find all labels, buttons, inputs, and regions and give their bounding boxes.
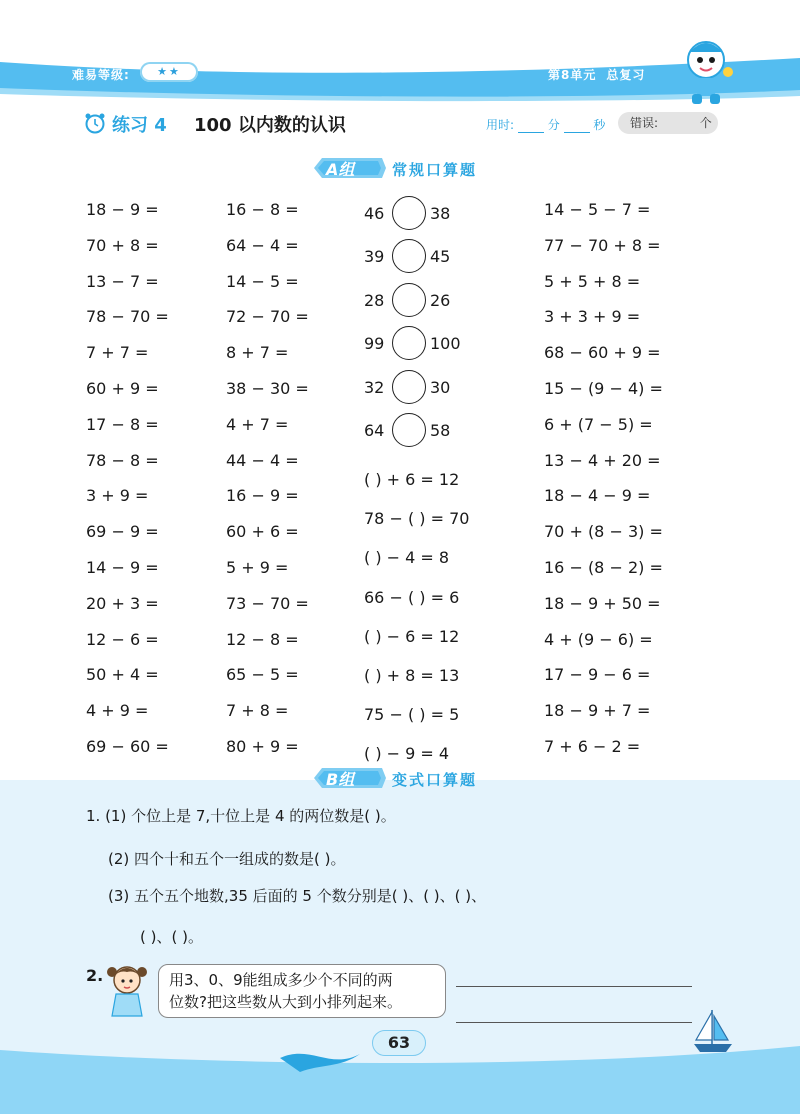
lesson-number: 练习 4 bbox=[112, 115, 167, 136]
a-col2-problem-16: 80 + 9 = bbox=[226, 737, 299, 756]
question-1-part-3: (3) 五个五个地数,35 后面的 5 个数分别是( )、( )、( )、 bbox=[108, 887, 487, 905]
sailboat-icon bbox=[688, 1006, 738, 1056]
a-col2-problem-13: 12 − 8 = bbox=[226, 629, 299, 649]
errors-label: 错误: bbox=[630, 116, 659, 130]
seconds-label: 秒 bbox=[593, 118, 606, 132]
fill-blank-problem-3: ( ) − 4 = 8 bbox=[364, 548, 450, 568]
a-col4-problem-1: 14 − 5 − 7 = bbox=[544, 200, 651, 219]
alarm-clock-icon bbox=[84, 112, 106, 134]
question-2-speech-bubble bbox=[158, 964, 446, 1018]
a-col2-problem-6: 38 − 30 = bbox=[226, 379, 309, 398]
a-col2-problem-9: 16 − 9 = bbox=[226, 486, 299, 506]
time-field bbox=[486, 116, 605, 133]
group-a-title: 常规口算题 bbox=[392, 161, 478, 179]
a-col1-problem-12: 20 + 3 = bbox=[86, 593, 159, 613]
question-2-number: 2. bbox=[86, 966, 104, 985]
group-a-column-2 bbox=[226, 200, 356, 770]
a-col4-problem-4: 3 + 3 + 9 = bbox=[544, 307, 641, 327]
a-col1-problem-3: 13 − 7 = bbox=[86, 271, 159, 291]
compare-answer-circle[interactable] bbox=[392, 326, 426, 360]
mascot-icon bbox=[676, 36, 736, 108]
a-col4-problem-11: 16 − (8 − 2) = bbox=[544, 558, 663, 577]
a-col2-problem-3: 14 − 5 = bbox=[226, 271, 299, 291]
minutes-blank[interactable] bbox=[518, 121, 544, 133]
fill-blank-problem-8: ( ) − 9 = 4 bbox=[364, 744, 450, 764]
a-col4-problem-14: 17 − 9 − 6 = bbox=[544, 665, 651, 685]
compare-item-2 bbox=[364, 239, 534, 275]
a-col1-problem-1: 18 − 9 = bbox=[86, 200, 159, 219]
a-col4-problem-10: 70 + (8 − 3) = bbox=[544, 522, 663, 542]
a-col4-problem-9: 18 − 4 − 9 = bbox=[544, 486, 651, 506]
group-a-heading bbox=[312, 154, 512, 182]
a-col4-problem-7: 6 + (7 − 5) = bbox=[544, 414, 653, 434]
girl-avatar-icon bbox=[104, 960, 150, 1022]
question-1-part-1: 1. (1) 个位上是 7,十位上是 4 的两位数是( )。 bbox=[86, 807, 396, 825]
compare-right-number: 45 bbox=[430, 247, 451, 267]
a-col2-problem-10: 60 + 6 = bbox=[226, 522, 299, 542]
a-col1-problem-10: 69 − 9 = bbox=[86, 522, 159, 542]
group-b-letter: B组 bbox=[326, 770, 355, 789]
group-a-column-4 bbox=[544, 200, 714, 770]
compare-right-number: 58 bbox=[430, 421, 451, 440]
a-col1-problem-15: 4 + 9 = bbox=[86, 701, 149, 721]
errors-unit: 个 bbox=[699, 116, 712, 130]
fill-blank-problem-2: 78 − ( ) = 70 bbox=[364, 509, 470, 529]
a-col2-problem-11: 5 + 9 = bbox=[226, 558, 289, 577]
page-number: 63 bbox=[372, 1030, 426, 1056]
compare-item-1 bbox=[364, 196, 534, 232]
compare-left-number: 99 bbox=[364, 334, 385, 354]
a-col4-problem-15: 18 − 9 + 7 = bbox=[544, 701, 651, 721]
a-col2-problem-2: 64 − 4 = bbox=[226, 235, 299, 255]
compare-left-number: 46 bbox=[364, 204, 385, 223]
seconds-blank[interactable] bbox=[564, 121, 590, 133]
unit-number: 第8单元 bbox=[548, 68, 597, 82]
compare-item-3 bbox=[364, 283, 534, 319]
group-a-column-3 bbox=[364, 200, 534, 770]
group-b-title: 变式口算题 bbox=[392, 771, 478, 789]
compare-item-6 bbox=[364, 413, 534, 449]
a-col4-problem-16: 7 + 6 − 2 = bbox=[544, 737, 641, 756]
a-col1-problem-7: 17 − 8 = bbox=[86, 414, 159, 434]
compare-answer-circle[interactable] bbox=[392, 239, 426, 273]
a-col2-problem-7: 4 + 7 = bbox=[226, 414, 289, 434]
time-label: 用时: bbox=[486, 118, 515, 132]
compare-answer-circle[interactable] bbox=[392, 413, 426, 447]
answer-line-1[interactable] bbox=[456, 986, 692, 987]
fill-blank-problem-7: 75 − ( ) = 5 bbox=[364, 705, 460, 725]
group-a-column-1 bbox=[86, 200, 216, 770]
a-col2-problem-12: 73 − 70 = bbox=[226, 593, 309, 613]
a-col4-problem-6: 15 − (9 − 4) = bbox=[544, 379, 663, 398]
a-col2-problem-8: 44 − 4 = bbox=[226, 450, 299, 470]
title-row bbox=[84, 108, 734, 140]
question-2-text-line-1: 用3、0、9能组成多少个不同的两 bbox=[169, 971, 393, 989]
compare-answer-circle[interactable] bbox=[392, 370, 426, 404]
question-1-part-2: (2) 四个十和五个一组成的数是( )。 bbox=[108, 850, 346, 868]
a-col1-problem-2: 70 + 8 = bbox=[86, 235, 159, 255]
a-col1-problem-8: 78 − 8 = bbox=[86, 450, 159, 470]
fill-blank-problem-4: 66 − ( ) = 6 bbox=[364, 587, 460, 607]
a-col4-problem-5: 68 − 60 + 9 = bbox=[544, 343, 661, 363]
compare-right-number: 100 bbox=[430, 334, 461, 354]
compare-left-number: 28 bbox=[364, 290, 385, 310]
difficulty-stars: ★★ bbox=[140, 62, 198, 82]
compare-right-number: 38 bbox=[430, 204, 451, 223]
compare-item-5 bbox=[364, 370, 534, 406]
compare-left-number: 64 bbox=[364, 421, 385, 440]
fill-blank-problem-1: ( ) + 6 = 12 bbox=[364, 470, 460, 489]
a-col4-problem-3: 5 + 5 + 8 = bbox=[544, 271, 641, 291]
fill-blank-problem-6: ( ) + 8 = 13 bbox=[364, 666, 460, 685]
group-b-heading bbox=[312, 764, 512, 792]
group-a-letter: A组 bbox=[326, 160, 355, 179]
a-col2-problem-5: 8 + 7 = bbox=[226, 343, 289, 363]
a-col2-problem-4: 72 − 70 = bbox=[226, 307, 309, 327]
a-col1-problem-11: 14 − 9 = bbox=[86, 558, 159, 577]
compare-right-number: 26 bbox=[430, 290, 451, 310]
fill-blank-problem-5: ( ) − 6 = 12 bbox=[364, 626, 460, 646]
a-col2-problem-1: 16 − 8 = bbox=[226, 200, 299, 219]
difficulty-label: 难易等级: bbox=[72, 68, 130, 82]
compare-left-number: 39 bbox=[364, 247, 385, 267]
a-col1-problem-4: 78 − 70 = bbox=[86, 307, 169, 327]
a-col1-problem-5: 7 + 7 = bbox=[86, 343, 149, 363]
compare-left-number: 32 bbox=[364, 377, 385, 397]
question-1-part-3-continued: ( )、( )。 bbox=[140, 928, 203, 946]
question-2-text-line-2: 位数?把这些数从大到小排列起来。 bbox=[169, 993, 402, 1011]
a-col1-problem-6: 60 + 9 = bbox=[86, 379, 159, 398]
a-col4-problem-12: 18 − 9 + 50 = bbox=[544, 593, 661, 613]
a-col1-problem-14: 50 + 4 = bbox=[86, 665, 159, 685]
unit-heading bbox=[548, 66, 655, 83]
page-title: 100 以内数的认识 bbox=[194, 115, 346, 136]
a-col2-problem-15: 7 + 8 = bbox=[226, 701, 289, 721]
a-col1-problem-9: 3 + 9 = bbox=[86, 486, 149, 506]
a-col1-problem-16: 69 − 60 = bbox=[86, 737, 169, 756]
a-col2-problem-14: 65 − 5 = bbox=[226, 665, 299, 685]
error-count-box bbox=[618, 112, 718, 134]
a-col1-problem-13: 12 − 6 = bbox=[86, 629, 159, 649]
compare-answer-circle[interactable] bbox=[392, 196, 426, 230]
compare-answer-circle[interactable] bbox=[392, 283, 426, 317]
answer-line-2[interactable] bbox=[456, 1022, 692, 1023]
compare-right-number: 30 bbox=[430, 377, 451, 397]
unit-name: 总复习 bbox=[606, 68, 646, 82]
compare-item-4 bbox=[364, 326, 534, 362]
a-col4-problem-8: 13 − 4 + 20 = bbox=[544, 450, 661, 470]
minutes-label: 分 bbox=[547, 118, 560, 132]
a-col4-problem-13: 4 + (9 − 6) = bbox=[544, 629, 653, 649]
a-col4-problem-2: 77 − 70 + 8 = bbox=[544, 235, 661, 255]
